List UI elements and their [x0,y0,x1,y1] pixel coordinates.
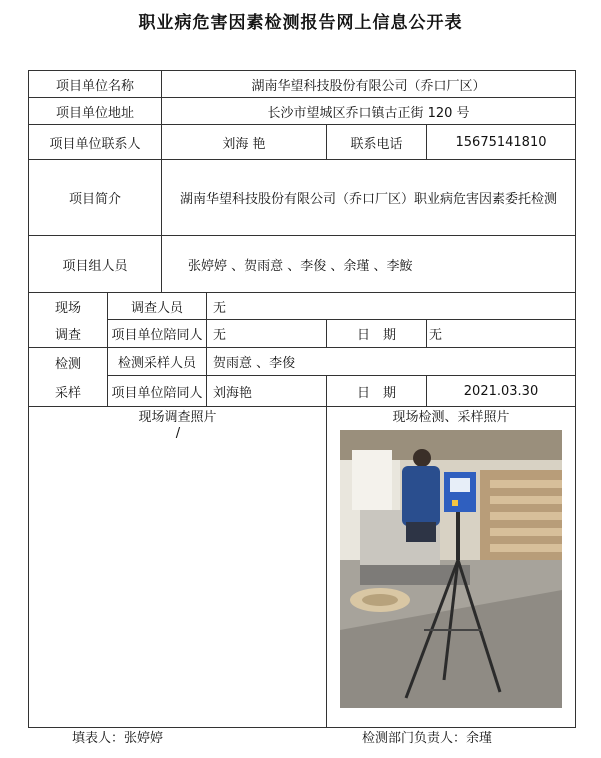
intro-value: 湖南华望科技股份有限公司（乔口厂区）职业病危害因素委托检测 [161,159,576,236]
sampling-section-label [28,347,108,407]
intro-label: 项目简介 [28,159,162,236]
sampling-section-line1: 检测 [54,357,81,372]
sampler-value: 贺雨意 、李俊 [206,347,576,376]
phone-value: 15675141810 [426,124,576,160]
contact-value: 刘海 艳 [161,124,327,160]
investigator-label: 调查人员 [107,292,207,320]
filled-by: 填表人：张婷婷 [72,731,164,746]
sampling-escort-label: 项目单位陪同人 [107,375,207,407]
page-title: 职业病危害因素检测报告网上信息公开表 [138,13,463,33]
sampling-section-line2: 采样 [54,386,81,401]
survey-section-line1: 现场 [54,301,81,316]
team-value: 张婷婷 、贺雨意 、李俊 、余瑾 、李鮟 [161,235,576,293]
sampling-date-label: 日 期 [326,375,427,407]
contact-label: 项目单位联系人 [28,124,162,160]
unit-address-label: 项目单位地址 [28,97,162,125]
survey-photo-box [28,406,327,728]
survey-date-value: 无 [426,319,576,348]
survey-section-label [28,292,108,348]
survey-photo-placeholder: / [175,425,181,441]
dept-head: 检测部门负责人：余瑾 [362,731,493,746]
sampler-label: 检测采样人员 [107,347,207,376]
survey-photo-title: 现场调查照片 [138,409,217,425]
survey-escort-value: 无 [206,319,327,348]
team-label: 项目组人员 [28,235,162,293]
unit-address-value: 长沙市望城区乔口镇古正街 120 号 [161,97,576,125]
sampling-escort-value: 刘海艳 [206,375,327,407]
sampling-date-value: 2021.03.30 [426,375,576,407]
phone-label: 联系电话 [326,124,427,160]
survey-date-label: 日 期 [326,319,427,348]
unit-name-label: 项目单位名称 [28,70,162,98]
sampling-photo-title: 现场检测、采样照片 [392,409,510,425]
unit-name-value: 湖南华望科技股份有限公司（乔口厂区） [161,70,576,98]
sampling-site-photo [340,430,562,708]
survey-section-line2: 调查 [54,328,81,343]
investigator-value: 无 [206,292,576,320]
survey-escort-label: 项目单位陪同人 [107,319,207,348]
